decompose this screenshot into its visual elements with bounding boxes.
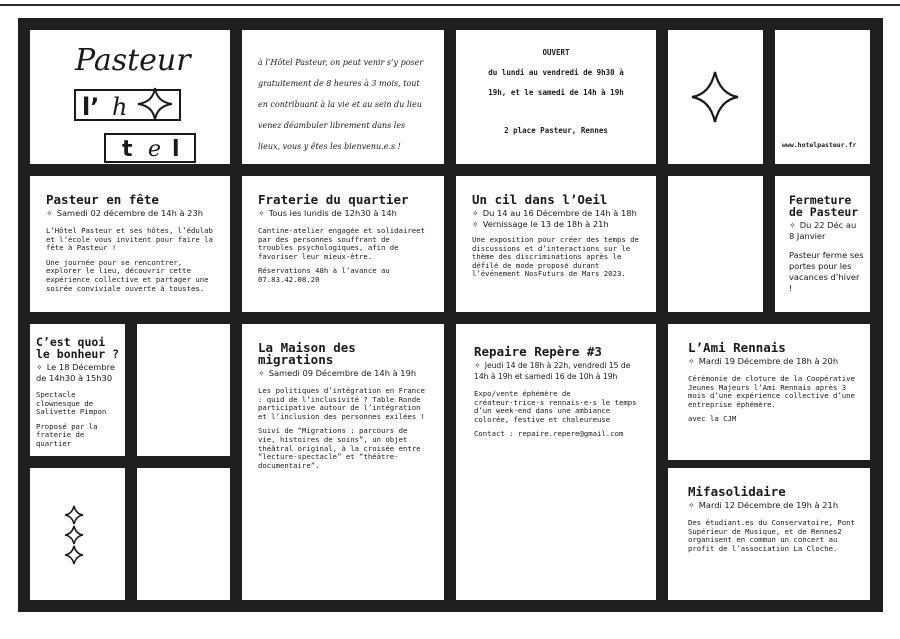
event-title: Fraterie du quartier — [258, 192, 409, 207]
event-repaire-repere — [456, 324, 656, 600]
event-bonheur — [30, 324, 125, 456]
event-description: Les politiques d’intégration en France : quid de l’inclusivité ? Table Ronde participative autour de l’intégration et l’inclusion des personnes exilées ! — [258, 386, 425, 421]
diamond-icon: ✧ — [472, 220, 479, 229]
diamonds-cell — [30, 468, 125, 600]
event-description: Pasteur ferme ses portes pour les vacances d’hiver ! — [789, 250, 864, 293]
diamond-icon: ✧ — [688, 501, 695, 510]
event-organizer: Proposé par la fraterie de quartier — [36, 421, 98, 448]
diamond-icon: ✧ — [789, 221, 796, 230]
diamond-icon: ✧ — [688, 357, 695, 366]
event-title: Mifasolidaire — [688, 484, 786, 499]
event-title: Repaire Repère #3 — [474, 344, 602, 359]
intro-cell — [242, 30, 444, 164]
star-cell — [668, 30, 763, 164]
diamond-icon: ✧ — [36, 363, 43, 372]
event-title: C’est quoi — [36, 335, 106, 349]
event-ami-rennais — [668, 324, 870, 460]
logo-word-pasteur: Pasteur — [75, 43, 191, 78]
event-description: Une exposition pour créer des temps de discussions et d’interactions sur le thème des discriminations après le défilé de mode proposé durant l’événement NosFuturs de Mars 2023. — [472, 235, 639, 279]
event-date: Le 18 Décembre de 14h30 à 15h30 — [36, 362, 115, 383]
event-maison-migrations — [242, 324, 444, 600]
website-url[interactable]: www.hotelpasteur.fr — [782, 141, 857, 149]
event-description: Cérémonie de cloture de la Coopérative Jeunes Majeurs l’Ami Rennais après 3 mois d’une expérience collective d’une entreprise éphémère. — [688, 374, 855, 409]
diamond-icon: ✧ — [258, 369, 265, 378]
event-title-2: le bonheur ? — [36, 347, 120, 361]
diamond-icon: ✧ — [474, 361, 481, 370]
diamond-icon: ✧ — [258, 209, 265, 218]
hours-weekdays: du lundi au vendredi de 9h30 à — [488, 68, 624, 77]
event-title: Un cil dans l’Oeil — [472, 192, 608, 207]
address: 2 place Pasteur, Rennes — [504, 126, 608, 135]
diamond-icon: ✧ — [472, 209, 479, 218]
svg-text:l’: l’ — [82, 93, 100, 121]
event-date: Jeudi 14 de 18h à 22h, vendredi 15 de 14h à 19h et samedi 16 de 10h à 19h — [474, 361, 631, 381]
empty-cell — [137, 324, 230, 456]
event-title: L’Ami Rennais — [688, 340, 786, 355]
event-pasteur-en-fete — [30, 176, 230, 312]
event-un-cil — [456, 176, 656, 312]
svg-text:l: l — [172, 137, 180, 162]
event-mifasolidaire — [668, 468, 870, 600]
hotel-pasteur-logo — [30, 30, 230, 164]
event-partner: avec la CJM — [688, 414, 737, 424]
logo-star-icon — [138, 88, 172, 120]
event-description: Expo/vente éphémère de créateur·trice·s rennais·e·s le temps d’un week-end dans une ambiance colorée, festive et chaleureuse — [474, 389, 637, 424]
four-point-star-icon — [668, 30, 763, 164]
event-date: Tous les lundis de 12h30 à 14h — [268, 208, 397, 218]
logo-cell — [30, 30, 230, 164]
diamond-icon: ✧ — [46, 209, 53, 218]
event-date: Samedi 02 décembre de 14h à 23h — [56, 208, 204, 218]
svg-text:h: h — [112, 93, 128, 121]
event-date: Mardi 19 Décembre de 18h à 20h — [698, 356, 839, 366]
event-vernissage: Vernissage le 13 de 18h à 21h — [482, 219, 609, 229]
intro-text: à l’Hôtel Pasteur, on peut venir s’y poser gratuitement de 8 heures à 3 mois, tout en contribuant à la vie et au sein du lieu venez déambuler librement dans les lieux, vous y êtes les bienvenu.e.s ! — [258, 58, 424, 151]
triple-star-icon — [30, 468, 125, 600]
event-phone: Réservations 48h à l’avance au 07.83.42.08.20 — [258, 266, 390, 284]
event-description-2: Une journée pour se rencontrer, explorer le lieu, découvrir cette expérience collective et partager une soirée conviviale ouverte à toustes. — [46, 257, 209, 293]
event-title: La Maison des migrations — [258, 340, 356, 367]
event-title-2: de Pasteur — [789, 205, 859, 219]
hours-open: OUVERT — [542, 48, 570, 57]
event-date: Du 22 Déc au 8 Janvier — [789, 220, 857, 241]
event-description: Cantine-atelier engagée et solidaireet par des personnes souffrant de troubles psychologiques, afin de favoriser leur mieux-être. — [258, 226, 425, 261]
svg-text:t: t — [122, 137, 133, 162]
event-title: Pasteur en fête — [46, 192, 159, 207]
empty-cell — [137, 468, 230, 600]
event-date: Du 14 au 16 Décembre de 14h à 18h — [482, 208, 637, 218]
event-contact[interactable]: Contact : repaire.repere@gmail.com — [474, 429, 624, 439]
hours-saturday: 19h, et le samedi de 14h à 19h — [488, 88, 624, 97]
event-description: L’Hôtel Pasteur et ses hôtes, l’édulab et l’école vous invitent pour faire la fête à Pasteur ! — [46, 226, 213, 253]
event-title: Fermeture — [789, 193, 852, 207]
svg-text:e: e — [148, 137, 162, 162]
hours-cell — [456, 30, 656, 164]
top-rule — [0, 4, 900, 6]
event-fermeture — [775, 176, 870, 312]
website-cell — [775, 30, 870, 164]
event-fraterie — [242, 176, 444, 312]
event-date: Samedi 09 Décembre de 14h à 19h — [268, 368, 417, 378]
empty-cell — [668, 176, 763, 312]
event-description: Des étudiant.es du Conservatoire, Pont Supérieur de Musique, et de Rennes2 organisent en commun un concert au profit de l’association La Cloche. — [688, 518, 855, 553]
event-date: Mardi 12 Décembre de 19h à 21h — [698, 500, 839, 510]
event-description: Spectacle clownesque de Salivette Pimpon — [36, 390, 107, 417]
event-description-2: Suivi de “Migrations : parcours de vie, histoires de soins”, un objet théâtral original, à la croisée entre “lecture-spectacle” et “théâtre-documentaire”. — [258, 426, 421, 470]
